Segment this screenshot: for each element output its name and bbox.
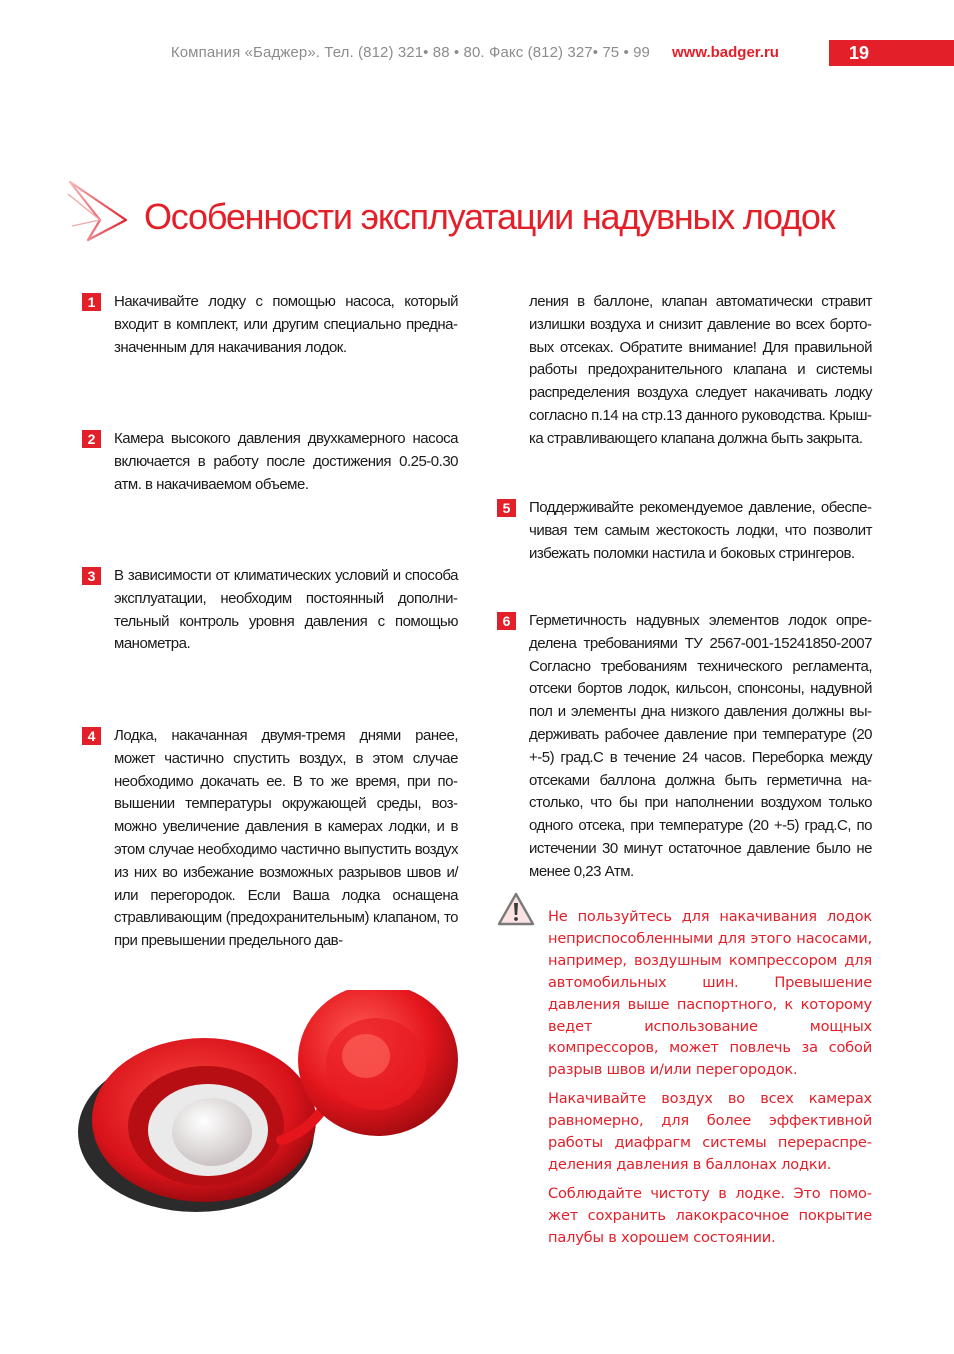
warning-triangle-icon: [497, 892, 535, 926]
chevron-arrow-icon: [66, 180, 130, 242]
list-item: [82, 725, 458, 953]
item-number-badge: 1: [82, 293, 101, 311]
warning-paragraph: Соблюдайте чистоту в лодке. Это поможет сохранить лакокрасочное покрытие палубы в хорошем состоянии.: [548, 1184, 872, 1246]
header-company-info: Компания «Баджер». Тел. (812) 321• 88 • 80. Факс (812) 327• 75 • 99: [170, 44, 650, 61]
page-title: Особенности эксплуатации надувных лодок: [144, 196, 835, 237]
header-website-link[interactable]: www.badger.ru: [672, 44, 779, 61]
item-number-badge: 4: [82, 727, 101, 745]
item-text: Герметичность надувных элементов лодок определена требованиями ТУ 2567-001-15241850-2007 Согласно требованиям технического регламента, отсеки бортов лодок, кильсон, спонсоны, надувной пол и элементы дна низкого давления должны выдерживать рабочее давление при температуре (20 +-5) град.С в течение 24 часов. Переборка между отсеками баллона должна быть герметична настолько, что бы при наполнении воздухом только одного отсека, при температуре (20 +-5) град.С, по истечении 30 минут остаточное давление было не менее 0,23 Атм.: [529, 612, 872, 880]
item-text: Камера высокого давления двухкамерного насоса включается в работу после достижения 0.25-0.30 атм. в накачиваемом объеме.: [114, 430, 458, 493]
list-item: [82, 428, 458, 496]
item-text: Накачивайте лодку с помощью насоса, который входит в комплект, или другим специально предназначенным для накачивания лодок.: [114, 293, 458, 356]
item-4-continuation: ления в баллоне, клапан автоматически стравит излишки воздуха и снизит давление во всех бортовых отсеках. Обратите внимание! Для правильной работы предохранительного клапана и системы распределения воздуха следует накачивать лодку согласно п.14 на стр.13 данного руководства. Крышка стравливающего клапана должна быть закрыта.: [529, 293, 872, 447]
valve-cap-photo: [66, 990, 466, 1220]
list-item: [82, 565, 458, 656]
warning-paragraph: Накачивайте воздух во всех камерах равномерно, для более эффективной работы диафрагм системы перераспределения давления в баллонах лодки.: [548, 1090, 872, 1173]
item-text: Поддерживайте рекомендуемое давление, обеспечивая тем самым жестокость лодки, что позволит избежать поломки настила и боковых стрингеров.: [529, 499, 872, 562]
item-text: Лодка, накачанная двумя-тремя днями ранее, может частично спустить воздух, в этом случае необходимо докачать ее. В то же время, при повышении температуры окружающей среды, возможно увеличение давления в камерах лодки, и в этом случае необходимо частично выпустить воздух из них во избежание возможных разрывов швов и/или перегородок. Если Ваша лодка оснащена стравливающим (предохранительным) клапаном, то при превышении предельного дав-: [114, 727, 458, 950]
page-number-badge: 19: [829, 40, 954, 66]
list-item: [497, 610, 872, 884]
list-item: [497, 497, 872, 565]
item-number-badge: 6: [497, 612, 516, 630]
item-number-badge: 3: [82, 567, 101, 585]
list-item: [82, 291, 458, 359]
item-number-badge: 2: [82, 430, 101, 448]
warning-note: [548, 906, 872, 1256]
warning-paragraph: Не пользуйтесь для накачивания лодок неприспособленными для этого насосами, например, воздушным компрессором для автомобильных шин. Превышение давления выше паспортного, к которому ведет использование мощных компрессоров, может повлечь за собой разрыв швов и/или перегородок.: [548, 908, 872, 1079]
item-text: В зависимости от климатических условий и способа эксплуатации, необходим постоянный дополнительный контроль уровня давления с помощью манометра.: [114, 567, 458, 653]
item-number-badge: 5: [497, 499, 516, 517]
